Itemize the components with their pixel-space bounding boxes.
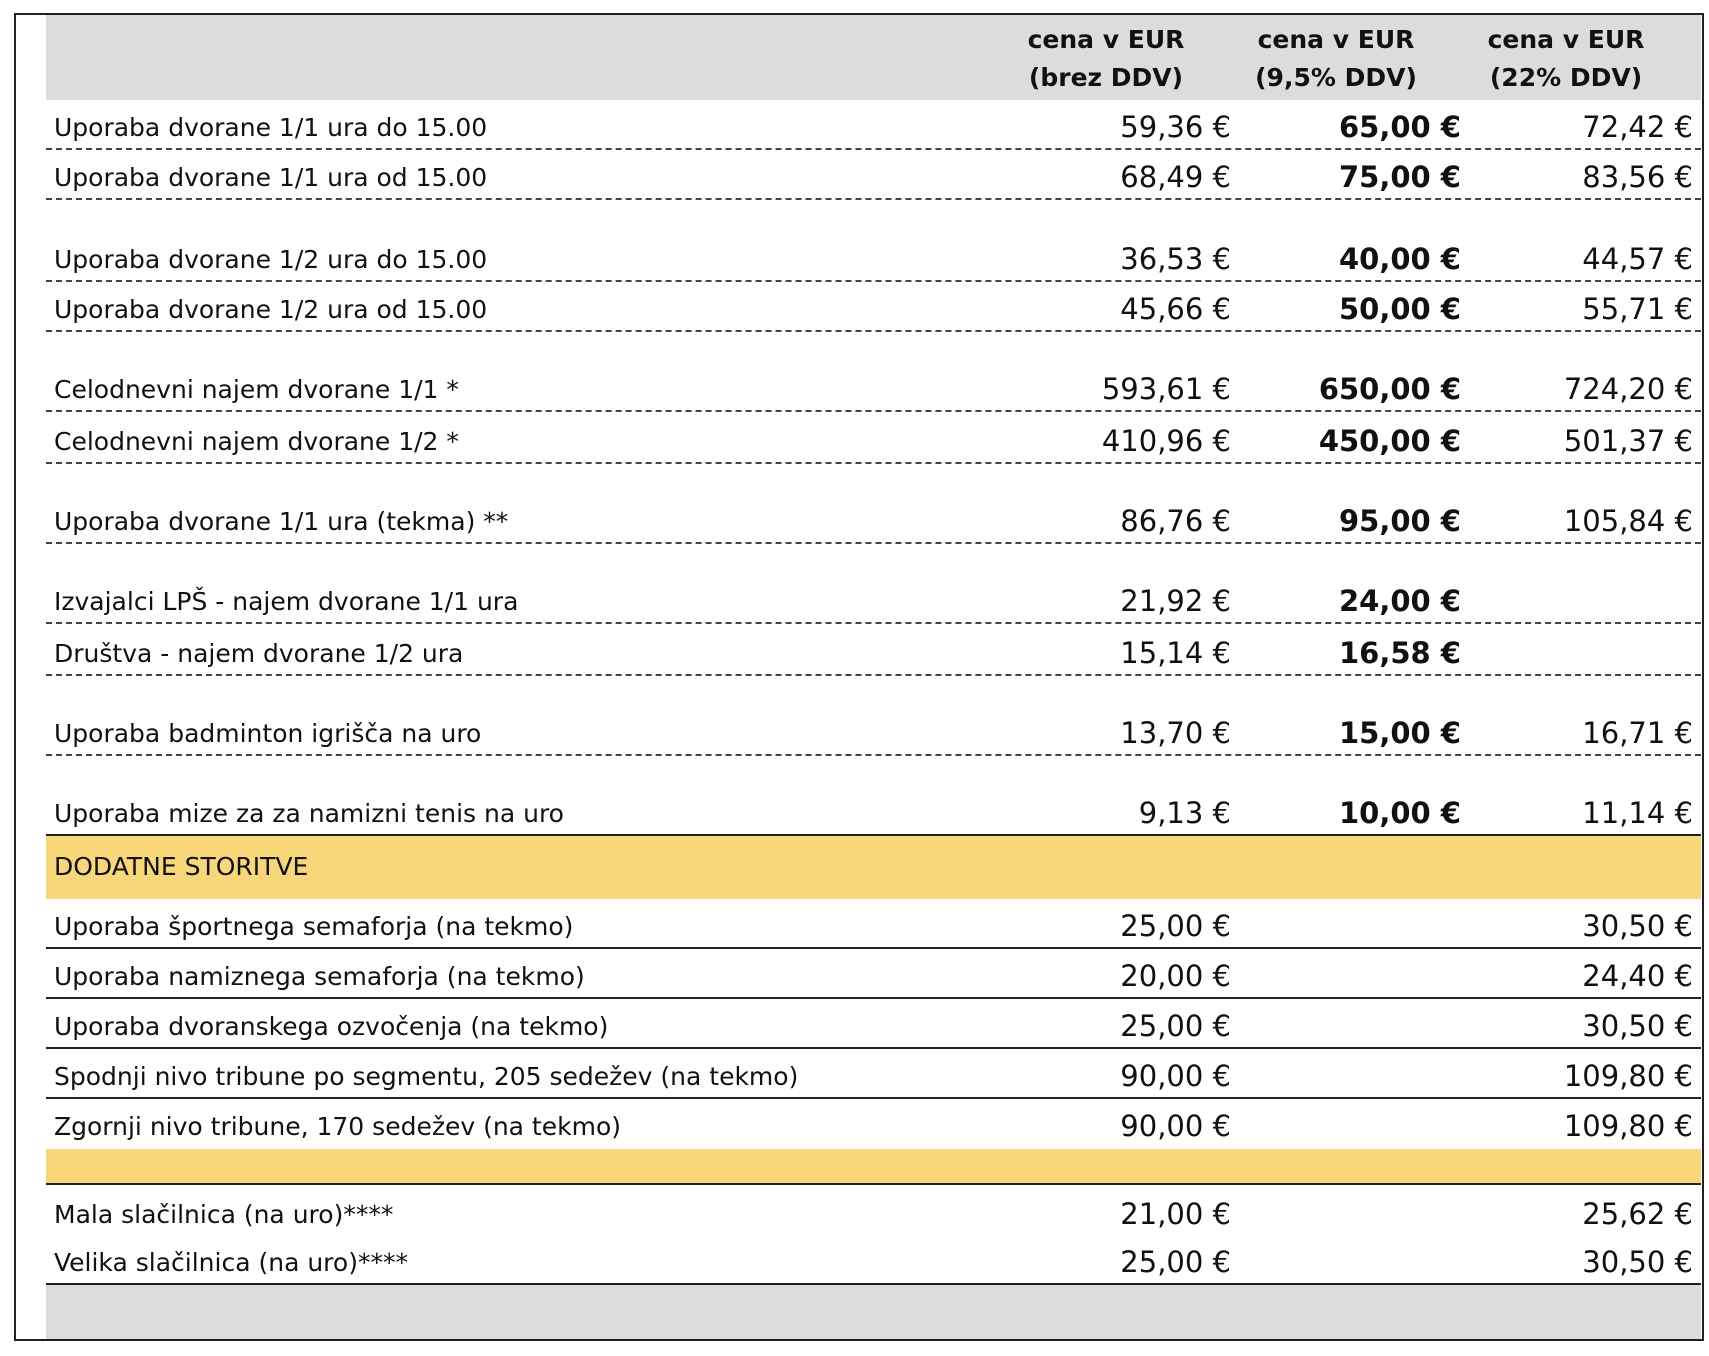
price-no-vat: 21,92 € <box>1120 584 1231 618</box>
price-9-5-vat: 650,00 € <box>1318 372 1461 406</box>
table-row <box>46 1099 1701 1147</box>
price-no-vat: 21,00 € <box>1120 1197 1231 1231</box>
row-label: Uporaba namiznega semaforja (na tekmo) <box>54 962 585 991</box>
header-col-9-5-vat-line2: (9,5% DDV) <box>1255 63 1417 92</box>
price-22-vat: 105,84 € <box>1563 504 1693 538</box>
row-label: Uporaba mize za za namizni tenis na uro <box>54 799 564 828</box>
table-header <box>46 15 1701 100</box>
table-row <box>46 1049 1701 1099</box>
table-row <box>46 624 1701 676</box>
section-title: DODATNE STORITVE <box>54 852 309 881</box>
row-label: Uporaba dvorane 1/1 ura od 15.00 <box>54 163 488 192</box>
table-row <box>46 949 1701 999</box>
table-row <box>46 1185 1701 1235</box>
price-22-vat: 30,50 € <box>1582 1009 1693 1043</box>
price-22-vat: 83,56 € <box>1582 160 1693 194</box>
price-no-vat: 90,00 € <box>1120 1109 1231 1143</box>
table-row <box>46 999 1701 1049</box>
table-row <box>46 899 1701 949</box>
header-col-9-5-vat-line1: cena v EUR <box>1257 25 1415 54</box>
price-9-5-vat: 15,00 € <box>1338 716 1461 750</box>
table-row <box>46 464 1701 544</box>
table-row <box>46 150 1701 200</box>
row-label: Mala slačilnica (na uro)**** <box>54 1200 394 1229</box>
table-row <box>46 332 1701 412</box>
price-22-vat: 30,50 € <box>1582 1245 1693 1279</box>
row-label: Celodnevni najem dvorane 1/2 * <box>54 427 459 456</box>
row-label: Zgornji nivo tribune, 170 sedežev (na tekmo) <box>54 1112 621 1141</box>
price-22-vat: 16,71 € <box>1582 716 1693 750</box>
price-9-5-vat: 450,00 € <box>1318 424 1461 458</box>
price-9-5-vat: 16,58 € <box>1338 636 1461 670</box>
table-row <box>46 544 1701 624</box>
row-label: Uporaba športnega semaforja (na tekmo) <box>54 912 574 941</box>
row-label: Celodnevni najem dvorane 1/1 * <box>54 375 459 404</box>
price-22-vat: 24,40 € <box>1582 959 1693 993</box>
header-col-22-vat <box>1456 21 1676 97</box>
price-22-vat: 25,62 € <box>1582 1197 1693 1231</box>
price-22-vat: 501,37 € <box>1563 424 1693 458</box>
price-9-5-vat: 75,00 € <box>1338 160 1461 194</box>
price-no-vat: 9,13 € <box>1138 796 1231 830</box>
price-no-vat: 25,00 € <box>1120 1009 1231 1043</box>
price-9-5-vat: 24,00 € <box>1338 584 1461 618</box>
price-table <box>14 13 1704 1341</box>
table-row <box>46 200 1701 282</box>
header-col-9-5-vat <box>1226 21 1446 97</box>
price-no-vat: 68,49 € <box>1120 160 1231 194</box>
header-col-no-vat <box>996 21 1216 97</box>
header-col-no-vat-line1: cena v EUR <box>1027 25 1185 54</box>
price-22-vat: 724,20 € <box>1563 372 1693 406</box>
price-no-vat: 59,36 € <box>1120 110 1231 144</box>
price-22-vat: 72,42 € <box>1582 110 1693 144</box>
price-no-vat: 410,96 € <box>1101 424 1231 458</box>
table-row <box>46 756 1701 836</box>
section-header-additional-services <box>46 836 1701 899</box>
price-22-vat: 11,14 € <box>1582 796 1693 830</box>
section-separator <box>46 1149 1701 1185</box>
header-col-22-vat-line1: cena v EUR <box>1487 25 1645 54</box>
price-9-5-vat: 40,00 € <box>1338 242 1461 276</box>
price-9-5-vat: 65,00 € <box>1338 110 1461 144</box>
price-9-5-vat: 10,00 € <box>1338 796 1461 830</box>
table-row <box>46 102 1701 150</box>
price-9-5-vat: 95,00 € <box>1338 504 1461 538</box>
price-no-vat: 25,00 € <box>1120 1245 1231 1279</box>
price-no-vat: 20,00 € <box>1120 959 1231 993</box>
price-no-vat: 15,14 € <box>1120 636 1231 670</box>
price-no-vat: 36,53 € <box>1120 242 1231 276</box>
price-22-vat: 44,57 € <box>1582 242 1693 276</box>
row-label: Uporaba dvorane 1/2 ura od 15.00 <box>54 295 488 324</box>
price-no-vat: 90,00 € <box>1120 1059 1231 1093</box>
price-no-vat: 86,76 € <box>1120 504 1231 538</box>
row-label: Spodnji nivo tribune po segmentu, 205 sedežev (na tekmo) <box>54 1062 799 1091</box>
row-label: Uporaba dvoranskega ozvočenja (na tekmo) <box>54 1012 609 1041</box>
row-label: Uporaba dvorane 1/1 ura do 15.00 <box>54 113 488 142</box>
price-22-vat: 30,50 € <box>1582 909 1693 943</box>
price-22-vat: 109,80 € <box>1563 1109 1693 1143</box>
row-label: Uporaba dvorane 1/1 ura (tekma) ** <box>54 507 509 536</box>
table-row <box>46 676 1701 756</box>
table-footer <box>46 1285 1701 1339</box>
price-no-vat: 45,66 € <box>1120 292 1231 326</box>
header-col-no-vat-line2: (brez DDV) <box>1028 63 1184 92</box>
price-no-vat: 13,70 € <box>1120 716 1231 750</box>
price-no-vat: 25,00 € <box>1120 909 1231 943</box>
price-9-5-vat: 50,00 € <box>1338 292 1461 326</box>
price-no-vat: 593,61 € <box>1101 372 1231 406</box>
table-row <box>46 412 1701 464</box>
row-label: Uporaba dvorane 1/2 ura do 15.00 <box>54 245 488 274</box>
row-label: Uporaba badminton igrišča na uro <box>54 719 482 748</box>
row-label: Velika slačilnica (na uro)**** <box>54 1248 408 1277</box>
row-label: Izvajalci LPŠ - najem dvorane 1/1 ura <box>54 587 519 616</box>
table-row <box>46 1235 1701 1285</box>
table-row <box>46 282 1701 332</box>
price-22-vat: 55,71 € <box>1582 292 1693 326</box>
price-22-vat: 109,80 € <box>1563 1059 1693 1093</box>
row-label: Društva - najem dvorane 1/2 ura <box>54 639 464 668</box>
header-col-22-vat-line2: (22% DDV) <box>1489 63 1643 92</box>
